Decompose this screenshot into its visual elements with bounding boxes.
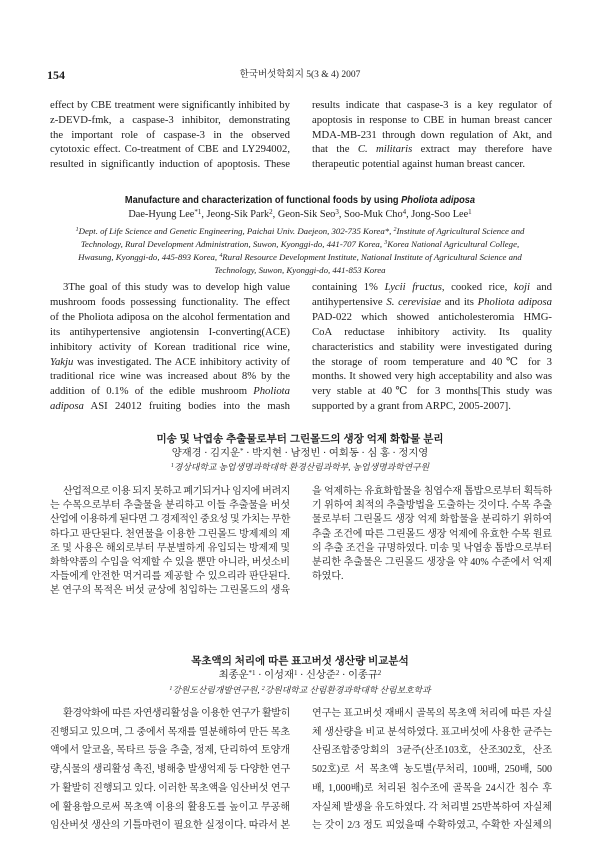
- continued-text-right-column: [312, 98, 552, 172]
- abstract-body-left-column: [50, 705, 290, 836]
- superscript: 3: [384, 239, 388, 246]
- text-line: traditional rice wine was increased about 8% by the: [50, 370, 290, 383]
- text-line: 추출 조건에 따른 그린몰드 생장 억제에 유효한 수목 원료: [312, 528, 552, 540]
- text-line: [50, 461, 550, 474]
- text-segment: , Geon-Sik Seo: [272, 209, 336, 220]
- journal-citation: 한국버섯학회지 5(3 & 4) 2007: [239, 70, 361, 80]
- text-line: supported by a grant from ARPC, 2005-2007].: [312, 400, 511, 413]
- text-line: 3The goal of this study was to develop high value: [63, 281, 290, 293]
- text-line: 물로부터 그린몰드 생장 억제 화합물을 분리하기 위하여: [312, 514, 552, 526]
- superscript: 4: [219, 252, 223, 259]
- abstract-title: 미송 및 낙엽송 추출물로부터 그린몰드의 생장 억제 화합물 분리: [156, 433, 444, 445]
- italic-text: Pholiota: [253, 385, 290, 398]
- italic-text: Pholiota adiposa: [477, 295, 552, 308]
- text-segment: antihypertensive: [312, 295, 387, 308]
- text-line: 산업적으로 이용 되지 못하고 폐기되거나 임지에 버려지: [63, 486, 290, 497]
- superscript: 3: [335, 207, 339, 216]
- abstract-authors: [40, 208, 560, 222]
- text-line: characteristics and stability were investigated during: [312, 340, 552, 353]
- text-line: 액에서 알코올, 목타르 등을 추출, 정제, 단리하여 토양개: [50, 745, 290, 757]
- text-line: 는 수목으로부터 추출물을 분리하고 이들 추출물을 버섯: [50, 500, 290, 512]
- text-segment: · 이종규: [339, 670, 378, 681]
- text-line: 는 갓이 2/3 정도 피었을때 수확하였고, 수확한 자실체의: [312, 820, 552, 832]
- text-line: [50, 384, 290, 399]
- superscript: 1: [293, 668, 298, 677]
- abstract-authors: [40, 447, 560, 461]
- text-line: 임산버섯 생산의 기틀마련이 필요한 실정이다. 따라서 본: [50, 820, 290, 832]
- text-segment: 강원도산림개발연구원,: [172, 685, 262, 695]
- text-line: 산림조합중앙회의 3균주(산조103호, 산조302호, 산조: [312, 745, 552, 757]
- text-line: 본 연구의 목적은 버섯 균상에 침입하는 그린몰드의 생육: [50, 585, 290, 597]
- text-line: [50, 399, 290, 414]
- text-segment: addition of 0.1% of the edible mushroom: [50, 385, 254, 398]
- text-line: 의 추출 조건을 규명하였다. 미송 및 낙엽송 톱밥으로부터: [312, 542, 552, 554]
- superscript: 1: [169, 686, 173, 693]
- superscript: 1: [468, 207, 472, 216]
- text-line: 하였다.: [312, 571, 344, 583]
- text-segment: extract may therefore have: [412, 143, 552, 156]
- text-line: 환경악화에 따른 자연생리활성을 이용한 연구가 활발히: [63, 708, 290, 719]
- italic-text: koji: [513, 281, 530, 293]
- text-line: its antihypertensive angiotensin I-converting(ACE): [50, 325, 290, 338]
- text-line: 에 활용함으로써 목초액 이용의 활용도를 높이고 무공해: [50, 801, 290, 813]
- text-line: apoptosis in response to CBE in human breast cancer: [312, 113, 552, 126]
- text-line: of the Pholiota adiposa on the alcohol fermentation and: [50, 310, 290, 323]
- text-line: CoA reductase inhibitory activity. Its quality: [312, 325, 552, 338]
- abstract-affiliations: [50, 461, 550, 474]
- text-line: 진행되고 있으며, 그 중에서 목재를 열분해하여 만든 목초: [50, 726, 290, 738]
- superscript: *1: [194, 207, 202, 216]
- text-line: inhibitory activity of Korean traditional rice wine,: [50, 340, 290, 353]
- abstract-body-right-column: [312, 705, 552, 836]
- superscript: 2: [335, 668, 340, 677]
- text-line: months. It showed very high acceptability and also was: [312, 370, 552, 383]
- text-line: 화학약품의 수입을 억제할 수 있을 뿐만 아니라, 버섯소비: [50, 557, 290, 569]
- text-segment: · 박지현 · 남정빈 · 여회동 · 심 홍 · 정지영: [243, 448, 429, 459]
- abstract-title: 목초액의 처리에 따른 표고버섯 생산량 비교분석: [191, 655, 409, 667]
- text-segment: containing 1%: [312, 281, 385, 293]
- abstract-body-right-column: [312, 280, 552, 414]
- superscript: *: [240, 446, 244, 455]
- text-segment: and its: [440, 295, 478, 308]
- italic-text: adiposa: [50, 400, 84, 413]
- abstract-title: [71, 193, 529, 207]
- italic-text: Yakju: [50, 355, 74, 368]
- text-segment: that the: [312, 143, 358, 156]
- text-line: 분리한 추출물은 그린몰드 생장을 약 40% 수준에서 억제: [312, 557, 552, 569]
- text-line: [312, 295, 552, 310]
- text-line: 체 생산량을 비교 분석하였다. 표고버섯에 사용한 균주는: [312, 726, 552, 738]
- text-segment: 최종운: [218, 670, 249, 681]
- abstract-authors: [40, 669, 560, 683]
- text-segment: Institute of Agricultural Science and: [396, 225, 525, 236]
- superscript: *1: [248, 668, 256, 677]
- text-segment: Manufacture and characterization of functional foods by using: [124, 194, 402, 206]
- text-line: effect by CBE treatment were significantly inhibited by: [50, 99, 290, 111]
- text-line: [312, 280, 552, 295]
- abstract-affiliations: [50, 225, 550, 277]
- text-line: [312, 142, 552, 157]
- text-line: [50, 238, 550, 251]
- text-line: Technology, Suwon, Kyonggi-do, 441-853 Korea: [214, 264, 386, 275]
- superscript: 1: [170, 463, 174, 470]
- text-segment: , cooked rice,: [441, 281, 514, 293]
- text-line: 기 위하여 최적의 추출방법을 도출하는 것이다. 수목 추출: [312, 500, 552, 512]
- text-line: 하다고 판단된다. 천연물을 이용한 그린몰드 방제제의 제: [50, 528, 290, 540]
- text-segment: Hwasung, Kyonggi-do, 445-893 Korea,: [78, 251, 220, 262]
- superscript: 4: [402, 207, 407, 216]
- text-line: [50, 684, 550, 697]
- text-line: 조 및 사용은 해외로부터 무분별하게 유입되는 방제제 및: [50, 542, 290, 554]
- superscript: 1: [75, 226, 79, 233]
- italic-text: Pholiota adiposa: [401, 194, 476, 206]
- superscript: 2: [269, 207, 273, 216]
- text-segment: 경상대학교 농업생명과학대학 환경산림과학부, 농업생명과학연구원: [173, 462, 430, 472]
- text-segment: 강원대학교 산림환경과학대학 산림보호학과: [264, 685, 431, 695]
- text-line: mushroom foods possessing functionality. The effect: [50, 295, 290, 308]
- text-line: 배, 1,000배)로 처리된 침수조에 골목을 24시간 침수 후: [312, 782, 552, 794]
- text-line: very stable at 40℃ for 3 months[This study was: [312, 385, 552, 398]
- text-segment: · 신상준: [297, 670, 336, 681]
- italic-text: Lycii fructus: [384, 281, 442, 293]
- text-line: resulted in significantly induction of apoptosis. These: [50, 158, 290, 171]
- text-line: results indicate that caspase-3 is a key regulator of: [312, 99, 552, 111]
- superscript: 2: [393, 226, 397, 233]
- text-segment: Dae-Hyung Lee: [128, 209, 195, 220]
- italic-text: C. militaris: [357, 143, 413, 156]
- text-line: 연구는 표고버섯 재배시 골목의 목초액 처리에 따른 자실: [312, 708, 552, 719]
- text-line: 자들에게 안전한 먹거리를 제공할 수 있으리라 판단된다.: [50, 571, 290, 583]
- abstract-body-left-column: [50, 280, 290, 414]
- text-segment: was investigated. The ACE inhibitory activity of: [73, 355, 290, 368]
- text-segment: Korea National Agricultural College,: [387, 238, 520, 249]
- abstract-body-left-column: [50, 485, 290, 599]
- text-segment: · 이성재: [255, 670, 294, 681]
- text-line: PAD-022 which showed anticholesteromia HMG-: [312, 310, 552, 323]
- italic-text: S. cerevisiae: [386, 295, 441, 308]
- text-line: [50, 225, 550, 238]
- text-line: 502호)로 서 목초액 농도별(무처리, 100배, 250배, 500: [312, 764, 552, 776]
- text-segment: , Jeong-Sik Park: [201, 209, 270, 220]
- text-segment: Technology, Rural Development Administration, Suwon, Kyonggi-do, 441-707 Korea,: [80, 238, 385, 249]
- superscript: 2: [261, 686, 265, 693]
- abstract-body-right-column: [312, 485, 552, 584]
- text-segment: Rural Resource Development Institute, National Institute of Agricultural Science and: [222, 251, 522, 262]
- text-line: 산업에 이용하게 된다면 그 경제적인 중요성 및 가치는 무한: [50, 514, 290, 526]
- text-segment: Dept. of Life Science and Genetic Engineering, Paichai Univ. Daejeon, 302-735 Korea*,: [78, 225, 394, 236]
- text-line: [50, 251, 550, 264]
- continued-text-left-column: [50, 98, 290, 172]
- text-line: cytotoxic effect. Co-treatment of CBE and LY294002,: [50, 143, 290, 156]
- text-segment: , Jong-Soo Lee: [406, 209, 469, 220]
- text-line: the storage of room temperature and 40℃ for 3: [312, 355, 552, 368]
- text-segment: and: [529, 281, 552, 293]
- text-line: [50, 355, 290, 370]
- text-line: 을 억제하는 유효화합물을 침엽수재 톱밥으로부터 획득하: [312, 486, 552, 497]
- text-segment: ASI 24012 fruiting bodies into the mash: [83, 400, 290, 413]
- text-segment: 양재경 · 김지운: [171, 448, 241, 459]
- text-line: z-DEVD-fmk, a caspase-3 inhibitor, demonstrating: [50, 113, 290, 126]
- text-line: MDA-MB-231 through down regulation of Akt, and: [312, 128, 552, 141]
- text-line: the important role of caspase-3 in the observed: [50, 128, 290, 141]
- text-line: therapeutic potential against human breast cancer.: [312, 158, 526, 171]
- abstract-affiliations: [50, 684, 550, 697]
- text-line: 량,식물의 생리활성 촉진, 병해충 발생억제 등 다양한 연구: [50, 764, 290, 776]
- text-segment: , Soo-Muk Cho: [338, 209, 403, 220]
- page-number: 154: [47, 68, 65, 82]
- superscript: 2: [377, 668, 382, 677]
- text-line: 가 활발히 진행되고 있다. 이러한 목초액을 임산버섯 연구: [50, 782, 290, 794]
- text-line: 자실체 발생을 유도하였다. 각 처리별 25반복하여 자실체: [312, 801, 552, 813]
